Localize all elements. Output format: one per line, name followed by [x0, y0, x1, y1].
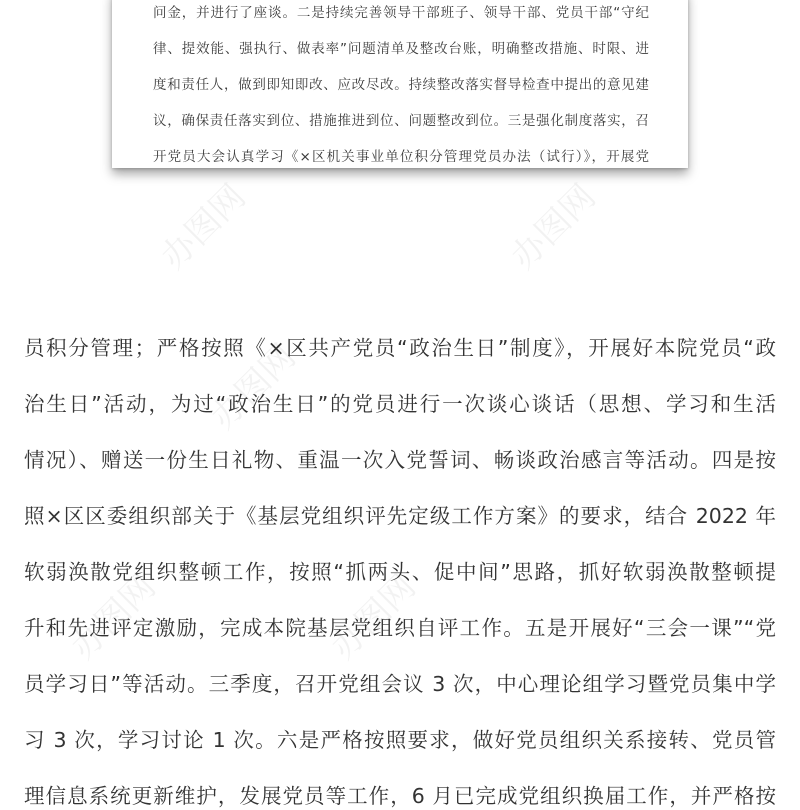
card-text-line: 问金，并进行了座谈。二是持续完善领导干部班子、领导干部、党员干部“守纪 — [153, 5, 649, 21]
body-text-line: 软弱涣散党组织整顿工作，按照“抓两头、促中间”思路，抓好软弱涣散整顿提 — [24, 560, 776, 584]
body-text-line: 员积分管理；严格按照《×区共产党员“政治生日”制度》，开展好本院党员“政 — [24, 336, 776, 360]
body-text-line: 治生日”活动，为过“政治生日”的党员进行一次谈心谈话（思想、学习和生活 — [24, 392, 776, 416]
watermark: 办图网 — [323, 566, 424, 668]
body-text-line: 理信息系统更新维护，发展党员等工作，6 月已完成党组织换届工作，并严格按 — [24, 784, 776, 808]
card-text-line: 议，确保责任落实到位、措施推进到位、问题整改到位。三是强化制度落实，召 — [153, 113, 649, 129]
watermark: 办图网 — [503, 176, 604, 278]
body-text-line: 习 3 次，学习讨论 1 次。六是严格按照要求，做好党员组织关系接转、党员管 — [24, 728, 776, 752]
body-text-line: 员学习日”等活动。三季度，召开党组会议 3 次，中心理论组学习暨党员集中学 — [24, 672, 776, 696]
watermark: 办图网 — [63, 566, 164, 668]
body-text-line: 情况）、赠送一份生日礼物、重温一次入党誓词、畅谈政治感言等活动。四是按 — [24, 448, 776, 472]
watermark: 办图网 — [153, 176, 254, 278]
body-text-line: 升和先进评定激励，完成本院基层党组织自评工作。五是开展好“三会一课”“党 — [24, 616, 776, 640]
card-text-line: 度和责任人，做到即知即改、应改尽改。持续整改落实督导检查中提出的意见建 — [153, 77, 649, 93]
card-text-line: 律、提效能、强执行、做表率”问题清单及整改台账，明确整改措施、时限、进 — [153, 41, 649, 57]
watermark: 办图网 — [203, 336, 304, 438]
body-text-line: 照×区区委组织部关于《基层党组织评先定级工作方案》的要求，结合 2022 年 — [24, 504, 776, 528]
document-card-excerpt — [112, 0, 688, 168]
card-text-line: 开党员大会认真学习《×区机关事业单位积分管理党员办法（试行）》，开展党 — [153, 149, 649, 165]
